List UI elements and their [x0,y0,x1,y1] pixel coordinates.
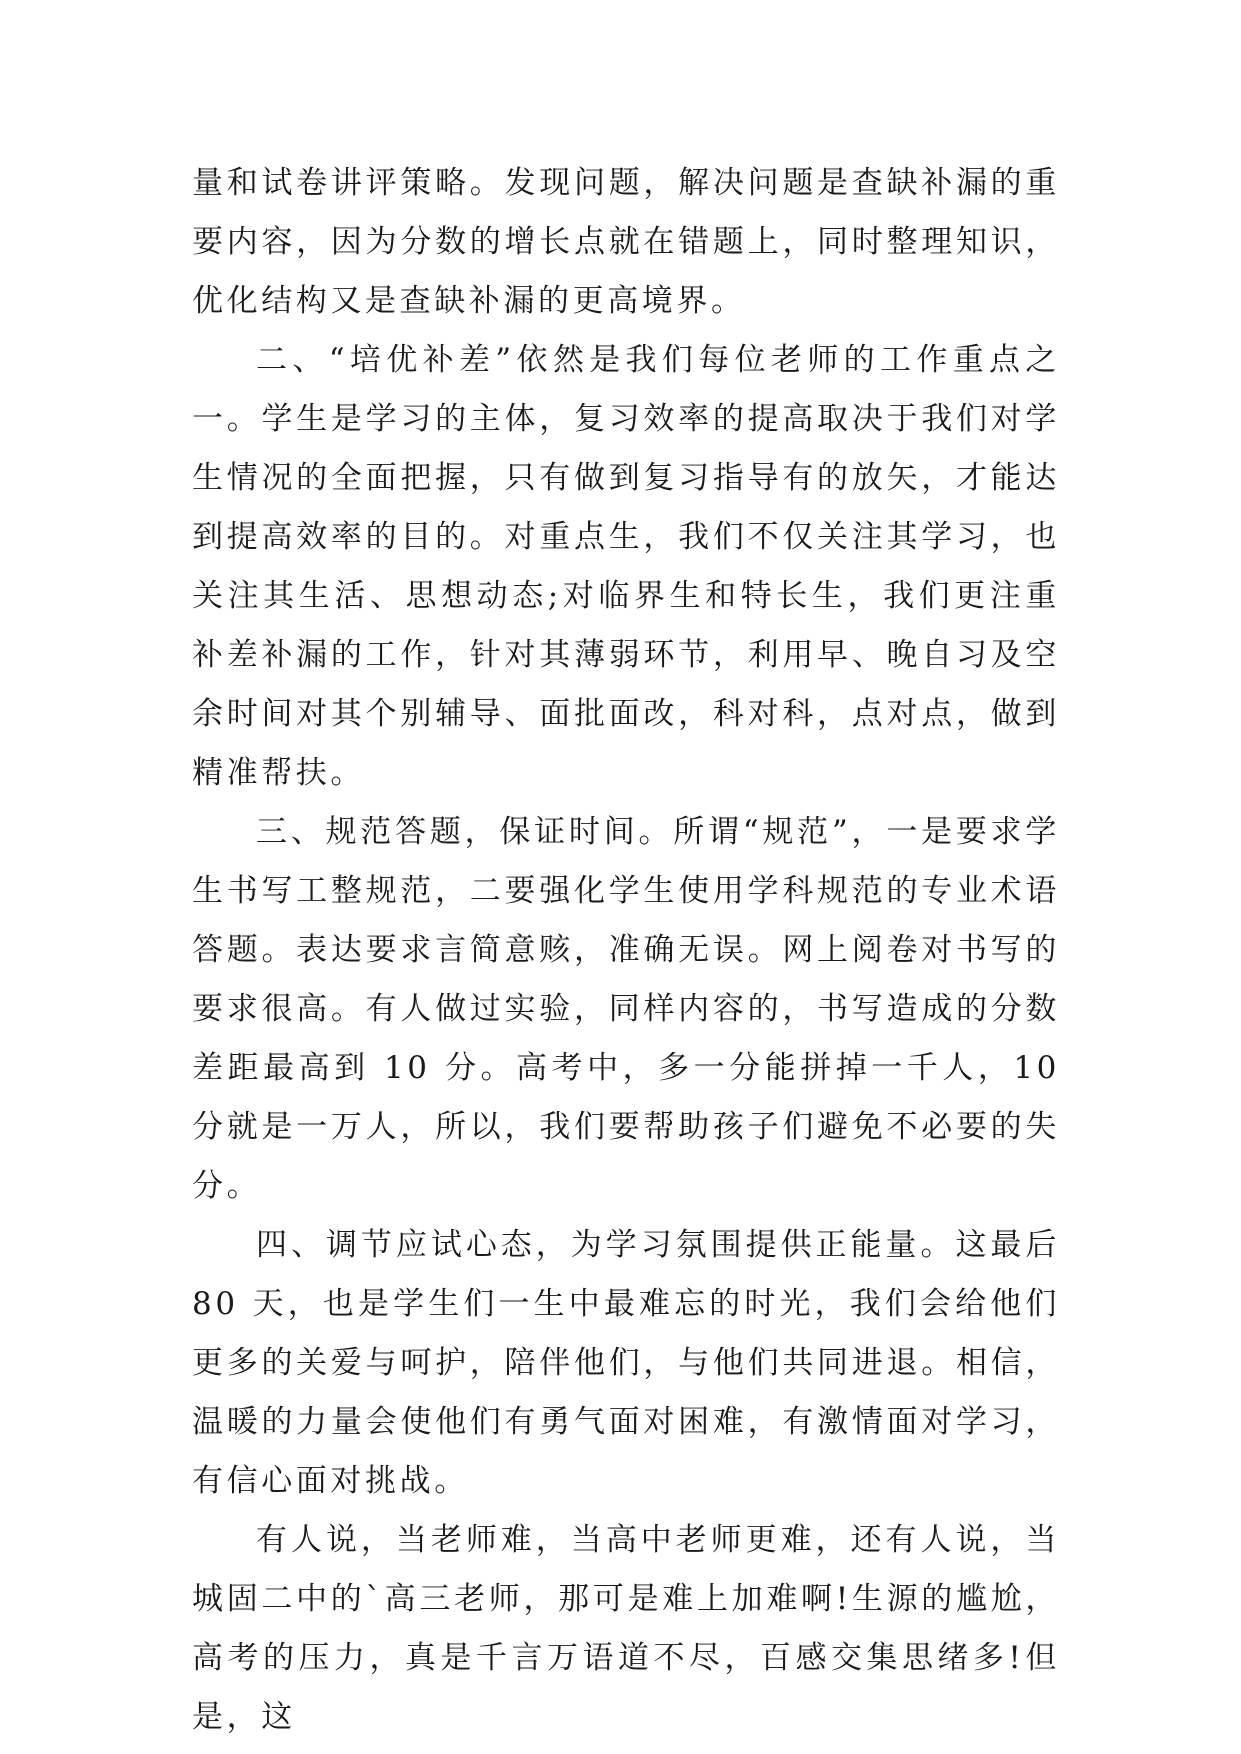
paragraph-section-three: 三、规范答题，保证时间。所谓“规范”，一是要求学生书写工整规范，二要强化学生使用学科规范的专业术语答题。表达要求言简意赅，准确无误。网上阅卷对书写的要求很高。有人做过实验，同样内容的，书写造成的分数差距最高到 10 分。高考中，多一分能拼掉一千人，10 分就是一万人，所以，我们要帮助孩子们避免不必要的失分。 [192,814,1060,1204]
document-body [192,154,1060,1747]
paragraph-section-four: 四、调节应试心态，为学习氛围提供正能量。这最后 80 天，也是学生们一生中最难忘的时光，我们会给他们更多的关爱与呵护，陪伴他们，与他们共同进退。相信，温暖的力量会使他们有勇气面对困难，有激情面对学习，有信心面对挑战。 [192,1227,1060,1499]
paragraph-section-two: 二、“培优补差”依然是我们每位老师的工作重点之一。学生是学习的主体，复习效率的提高取决于我们对学生情况的全面把握，只有做到复习指导有的放矢，才能达到提高效率的目的。对重点生，我们不仅关注其学习，也关注其生活、思想动态;对临界生和特长生，我们更注重补差补漏的工作，针对其薄弱环节，利用早、晚自习及空余时间对其个别辅导、面批面改，科对科，点对点，做到精准帮扶。 [192,342,1060,791]
paragraph-closing: 有人说，当老师难，当高中老师更难，还有人说，当城固二中的`高三老师，那可是难上加难啊!生源的尴尬，高考的压力，真是千言万语道不尽，百感交集思绪多!但是，这 [192,1522,1060,1735]
paragraph-continuation: 量和试卷讲评策略。发现问题，解决问题是查缺补漏的重要内容，因为分数的增长点就在错题上，同时整理知识，优化结构又是查缺补漏的更高境界。 [192,165,1060,319]
